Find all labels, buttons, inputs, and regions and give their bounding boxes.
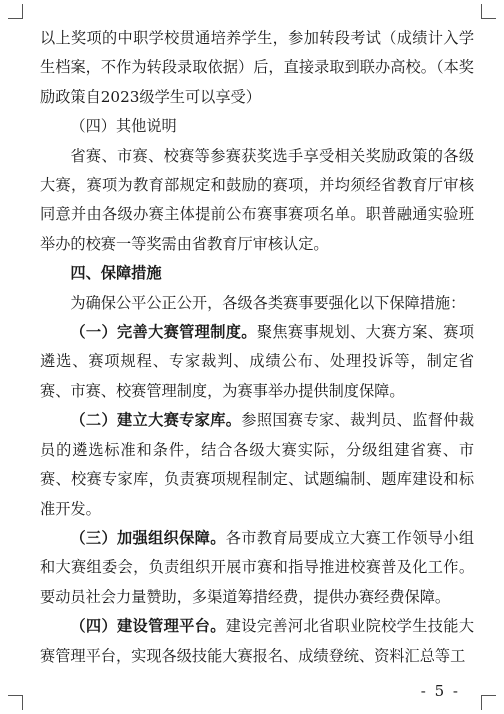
measure-item-4-text: 建设完善河北省职业院校学生技能大赛管理平台，实现各级技能大赛报名、成绩登统、资料汇总等工 — [40, 617, 475, 665]
heading-safeguards: 四、保障措施 — [70, 264, 162, 283]
measure-item-1-title: （一）完善大赛管理制度。 — [70, 323, 257, 342]
measure-item-1-text: 聚焦赛事规划、大赛方案、赛项遴选、赛项规程、专家裁判、成绩公布、处理投诉等，制定省赛、市赛、校赛管理制度，为赛事举办提供制度保障。 — [40, 323, 475, 400]
other-notes-paragraph: 省赛、市赛、校赛等参赛获奖选手享受相关奖励政策的各级大赛，赛项为教育部规定和鼓励的赛项，并均须经省教育厅审核同意并由各级办赛主体提前公布赛事赛项名单。职普融通实验班举办的校赛一等奖需由省教育厅审核认定。 — [40, 146, 474, 253]
measure-item-3-title: （三）加强组织保障。 — [70, 528, 226, 547]
page-number: - 5 - — [420, 682, 460, 700]
crop-mark-top-right — [481, 4, 496, 19]
measure-item-1 — [40, 318, 474, 406]
section-heading-other-notes: （四）其他说明 — [70, 117, 177, 136]
measure-item-2-title: （二）建立大赛专家库。 — [70, 411, 242, 430]
measure-item-2-text: 参照国赛专家、裁判员、监督仲裁员的遴选标准和条件，结合各级大赛实际，分级组建省赛、市赛、校赛专家库，负责赛项规程制定、试题编制、题库建设和标准开发。 — [40, 411, 475, 518]
crop-mark-top-left — [8, 4, 23, 19]
measure-item-4-title: （四）建设管理平台。 — [70, 617, 226, 636]
continued-paragraph: 以上奖项的中职学校贯通培养学生，参加转段考试（成绩计入学生档案，不作为转段录取依据）后，直接录取到联办高校。（本奖励政策自2023级学生可以享受） — [40, 29, 474, 106]
document-body — [40, 24, 474, 671]
crop-mark-bottom-left — [8, 695, 23, 710]
measure-item-3-text: 各市教育局要成立大赛工作领导小组和大赛组委会，负责组织开展市赛和指导推进校赛普及化工作。要动员社会力量赞助，多渠道筹措经费，提供办赛经费保障。 — [40, 528, 475, 606]
measure-item-4 — [40, 612, 474, 671]
measure-item-2 — [40, 406, 474, 524]
crop-mark-bottom-right — [481, 695, 496, 710]
measure-item-3 — [40, 524, 474, 612]
safeguards-intro: 为确保公平公正公开，各级各类赛事要强化以下保障措施： — [70, 293, 466, 312]
